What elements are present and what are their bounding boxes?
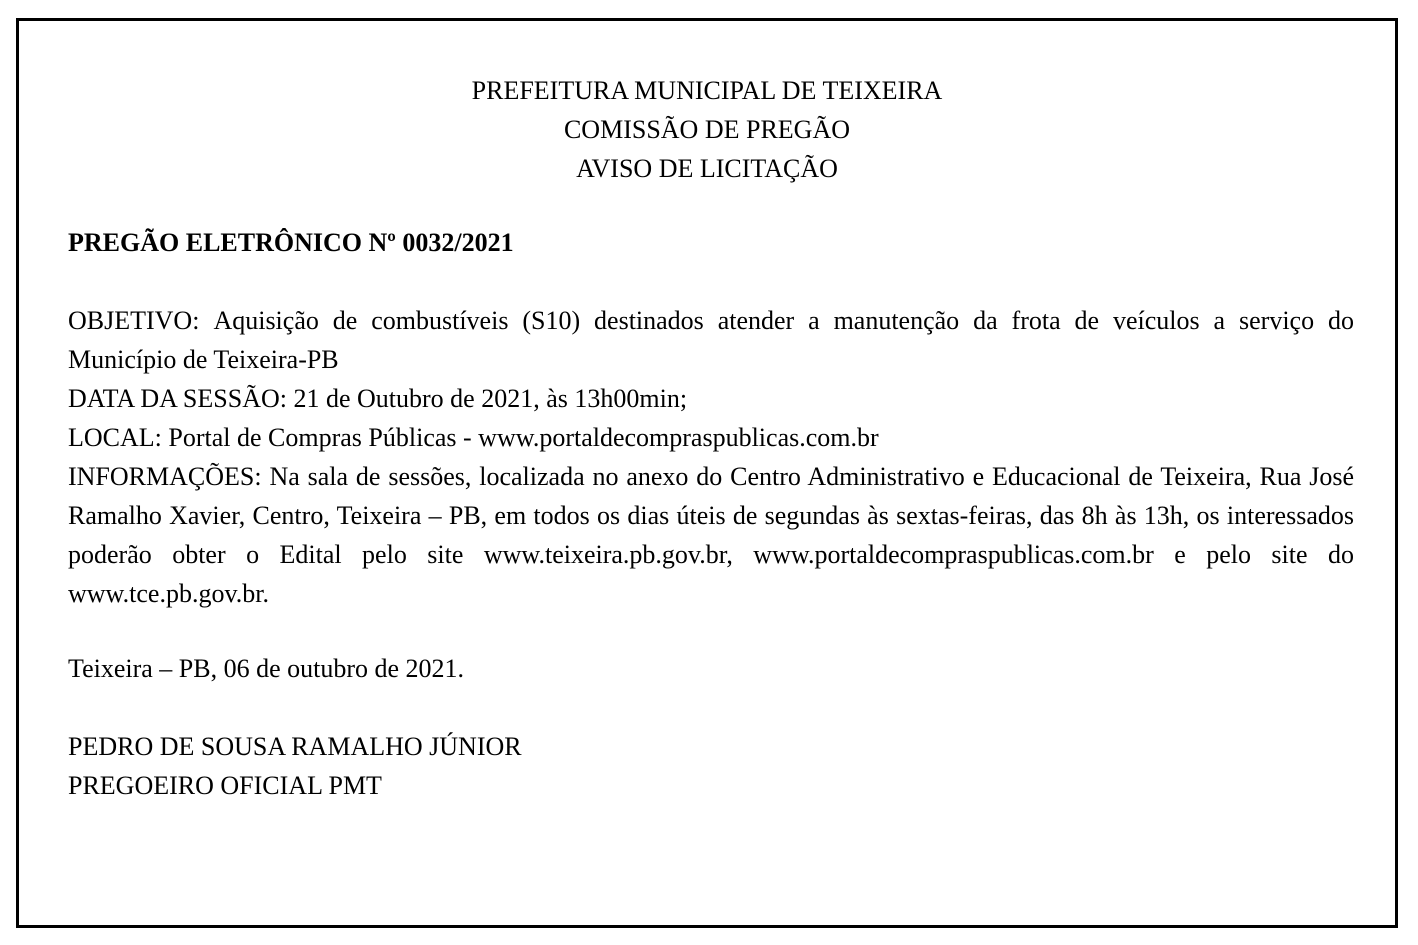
session-location: LOCAL: Portal de Compras Públicas - www.portaldecompraspublicas.com.br — [68, 423, 879, 452]
signer-name: PEDRO DE SOUSA RAMALHO JÚNIOR — [68, 732, 522, 761]
objetivo-text: Aquisição de combustíveis (S10) destinados atender a manutenção da frota de veículos a serviço do Município de Teixeira-PB — [68, 306, 1354, 374]
objetivo-paragraph — [68, 301, 1354, 379]
notice-header — [19, 71, 1395, 188]
signer-role: PREGOEIRO OFICIAL PMT — [68, 771, 382, 800]
notice-body — [68, 301, 1354, 613]
notice-frame — [16, 18, 1398, 928]
municipality-name: PREFEITURA MUNICIPAL DE TEIXEIRA — [471, 76, 943, 105]
session-date: DATA DA SESSÃO: 21 de Outubro de 2021, às 13h00min; — [68, 384, 688, 413]
information-paragraph: INFORMAÇÕES: Na sala de sessões, localizada no anexo do Centro Administrativo e Educacional de Teixeira, Rua José Ramalho Xavier, Centro, Teixeira – PB, em todos os dias úteis de segundas às sextas-feiras, das 8h às 13h, os interessados poderão obter o Edital pelo site www.teixeira.pb.gov.br, www.portaldecompraspublicas.com.br e pelo site do www.tce.pb.gov.br. — [68, 462, 1354, 608]
notice-title: AVISO DE LICITAÇÃO — [576, 154, 838, 183]
commission-name: COMISSÃO DE PREGÃO — [563, 115, 851, 144]
objetivo-label: OBJETIVO: — [68, 306, 200, 335]
pregao-title: PREGÃO ELETRÔNICO Nº 0032/2021 — [68, 228, 514, 257]
place-date: Teixeira – PB, 06 de outubro de 2021. — [68, 654, 465, 683]
signature-block — [68, 727, 1354, 805]
